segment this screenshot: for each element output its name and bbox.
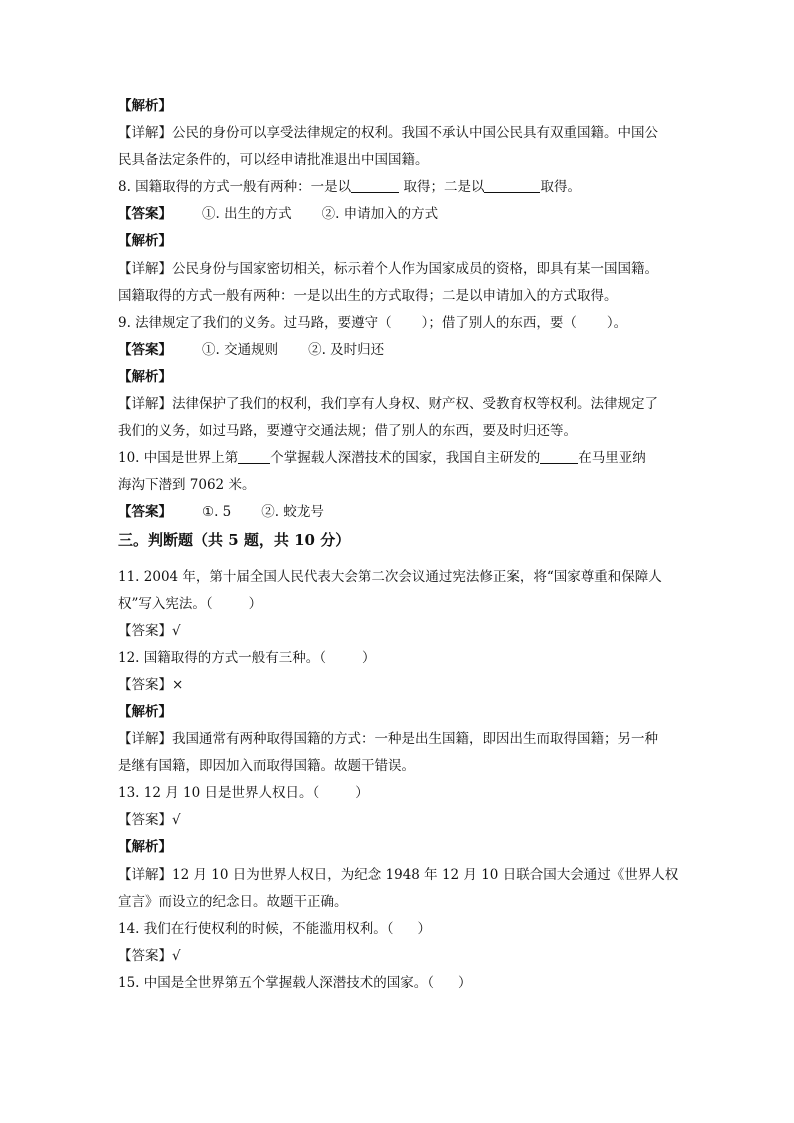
explanation-text: 【详解】公民的身份可以享受法律规定的权利。我国不承认中国公民具有双重国籍。中国公 [118, 125, 658, 142]
answer-item: ①. 交通规则 [202, 341, 279, 358]
analysis-label: 【解析】 [118, 368, 172, 385]
explanation-text: 宣言》而设立的纪念日。故题干正确。 [118, 893, 348, 910]
answer-line [118, 337, 678, 364]
question-text: 8. 国籍取得的方式一般有两种：一是以 [118, 179, 352, 196]
question-11: 11. 2004 年，第十届全国人民代表大会第二次会议通过宪法修正案，将“国家尊重和保障人 [118, 568, 662, 585]
analysis-label: 【解析】 [118, 98, 172, 114]
answer-label: 【答案】 [118, 206, 172, 223]
answer-item: ②. 申请加入的方式 [321, 206, 439, 223]
question-9 [118, 310, 678, 337]
question-13: 13. 12 月 10 日是世界人权日。（ ） [118, 785, 369, 802]
question-8 [118, 174, 678, 201]
question-12: 12. 国籍取得的方式一般有三种。（ ） [118, 649, 376, 666]
question-text: 海沟下潜到 7062 米。 [118, 477, 256, 494]
explanation-text: 【详解】我国通常有两种取得国籍的方式：一种是出生国籍，即因出生而取得国籍；另一种 [118, 731, 658, 748]
explanation-text: 民具备法定条件的，可以经申请批准退出中国国籍。 [118, 152, 429, 169]
answer-label: 【答案】 [118, 504, 172, 521]
question-10 [118, 445, 678, 472]
document-page [118, 93, 678, 997]
question-text: 在马里亚纳 [578, 450, 646, 467]
question-text: 个掌握载人深潜技术的国家，我国自主研发的 [270, 450, 541, 467]
explanation-text: 国籍取得的方式一般有两种：一是以出生的方式取得；二是以申请加入的方式取得。 [118, 287, 618, 304]
analysis-label: 【解析】 [118, 703, 172, 720]
answer-blank [238, 449, 270, 464]
question-text: 10. 中国是世界上第 [118, 450, 239, 467]
question-text: 取得。 [540, 179, 581, 196]
question-text: ）；借了别人的东西，要（ [421, 314, 577, 331]
explanation-text: 【详解】12 月 10 日为世界人权日，为纪念 1948 年 12 月 10 日联合国大会通过《世界人权 [118, 866, 679, 883]
question-14: 14. 我们在行使权利的时候，不能滥用权利。（ ） [118, 920, 432, 937]
explanation-text: 【详解】公民身份与国家密切相关，标示着个人作为国家成员的资格，即具有某一国国籍。 [118, 260, 658, 277]
answer-line: 【答案】√ [118, 622, 181, 639]
analysis-label: 【解析】 [118, 233, 172, 250]
answer-item: ①. 出生的方式 [202, 206, 292, 223]
answer-item: ②. 蛟龙号 [261, 504, 324, 521]
answer-label: 【答案】 [118, 341, 172, 358]
answer-blank [540, 449, 578, 464]
question-text: 取得；二是以 [399, 179, 485, 196]
explanation-text: 我们的义务，如过马路，要遵守交通法规；借了别人的东西，要及时归还等。 [118, 423, 577, 440]
answer-item: ①. 5 [202, 504, 232, 521]
question-text: ）。 [606, 314, 628, 331]
analysis-label: 【解析】 [118, 839, 172, 856]
question-text: 9. 法律规定了我们的义务。过马路，要遵守（ [118, 314, 392, 331]
explanation-text: 是继有国籍，即因加入而取得国籍。故题干错误。 [118, 758, 415, 775]
answer-line: 【答案】√ [118, 947, 181, 964]
answer-item: ②. 及时归还 [308, 341, 385, 358]
answer-line [118, 201, 678, 228]
answer-line [118, 499, 678, 526]
question-15: 15. 中国是全世界第五个掌握载人深潜技术的国家。（ ） [118, 974, 472, 991]
answer-line: 【答案】√ [118, 812, 181, 829]
answer-blank [351, 178, 399, 193]
question-text: 权”写入宪法。（ ） [118, 595, 263, 612]
section-heading: 三。判断题（共 5 题，共 10 分） [118, 530, 351, 549]
answer-line: 【答案】× [118, 676, 184, 693]
answer-blank [484, 178, 540, 193]
explanation-text: 【详解】法律保护了我们的权利，我们享有人身权、财产权、受教育权等权利。法律规定了 [118, 396, 658, 413]
